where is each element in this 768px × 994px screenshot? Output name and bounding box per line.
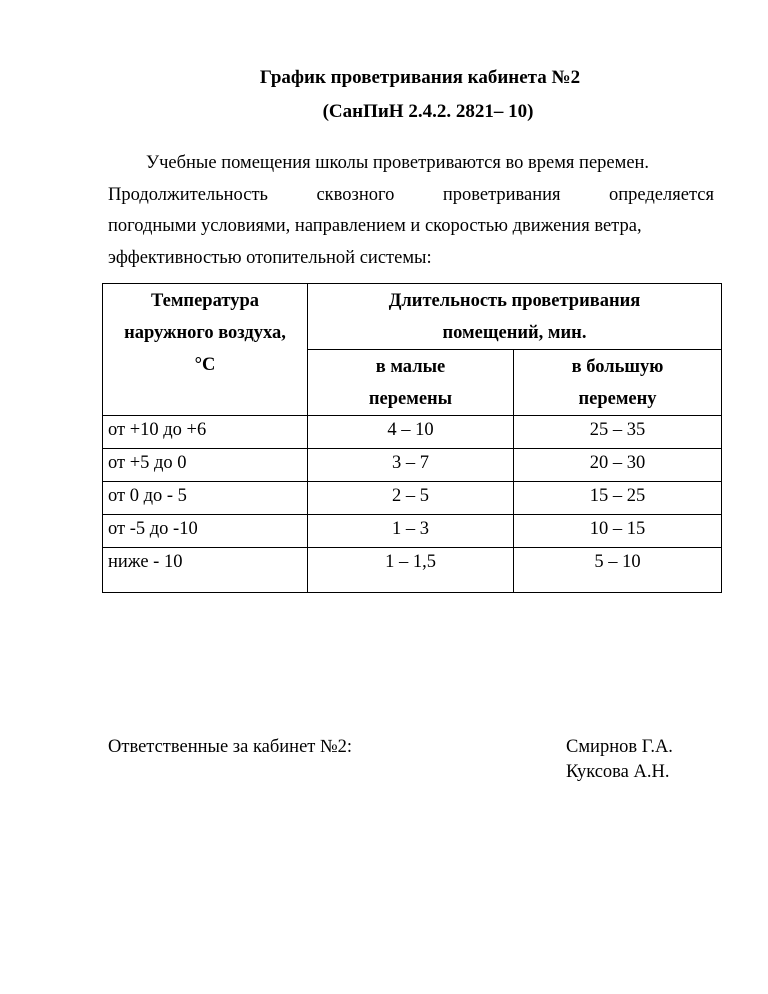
cell-small-break: 2 – 5 — [308, 482, 514, 515]
cell-small-break: 1 – 3 — [308, 515, 514, 548]
cell-temperature: ниже - 10 — [103, 548, 308, 593]
header-temperature — [103, 284, 308, 416]
paragraph-word: сквозного — [316, 184, 395, 205]
header-temperature-line: Температура — [150, 291, 259, 311]
paragraph-line — [108, 180, 714, 212]
ventilation-table — [102, 283, 722, 593]
header-duration-line: Длительность проветривания — [388, 291, 641, 311]
paragraph-line: эффективностью отопительной системы: — [108, 247, 432, 268]
header-temperature-line: наружного воздуха, — [124, 323, 286, 343]
table-row — [103, 515, 722, 548]
document-subtitle: (СанПиН 2.4.2. 2821– 10) — [322, 101, 534, 122]
paragraph-line: Учебные помещения школы проветриваются во время перемен. — [146, 153, 650, 173]
document-title: График проветривания кабинета №2 — [259, 67, 581, 88]
intro-paragraph — [108, 148, 714, 274]
cell-big-break: 20 – 30 — [514, 449, 722, 482]
paragraph-word: проветривания — [442, 184, 561, 205]
cell-small-break: 4 – 10 — [308, 416, 514, 449]
header-big-break — [514, 350, 722, 416]
header-big-line: перемену — [578, 389, 657, 409]
cell-small-break: 1 – 1,5 — [308, 548, 514, 593]
header-small-breaks — [308, 350, 514, 416]
header-temperature-unit: °С — [194, 355, 216, 375]
table-row — [103, 449, 722, 482]
table-row — [103, 548, 722, 593]
cell-temperature: от -5 до -10 — [103, 515, 308, 548]
table-row — [103, 482, 722, 515]
paragraph-line: погодными условиями, направлением и скоростью движения ветра, — [108, 216, 642, 236]
responsible-names — [566, 735, 673, 785]
header-duration — [308, 284, 722, 350]
header-small-line: в малые — [375, 357, 446, 377]
paragraph-word: определяется — [609, 184, 714, 205]
header-duration-line: помещений, мин. — [442, 323, 587, 343]
cell-big-break: 5 – 10 — [514, 548, 722, 593]
cell-big-break: 25 – 35 — [514, 416, 722, 449]
responsible-label: Ответственные за кабинет №2: — [108, 737, 353, 757]
table-row — [103, 416, 722, 449]
header-big-line: в большую — [571, 357, 664, 377]
cell-big-break: 10 – 15 — [514, 515, 722, 548]
responsible-name: Куксова А.Н. — [566, 762, 670, 782]
cell-temperature: от 0 до - 5 — [103, 482, 308, 515]
responsible-name: Смирнов Г.А. — [566, 737, 673, 757]
cell-temperature: от +10 до +6 — [103, 416, 308, 449]
cell-big-break: 15 – 25 — [514, 482, 722, 515]
cell-temperature: от +5 до 0 — [103, 449, 308, 482]
cell-small-break: 3 – 7 — [308, 449, 514, 482]
paragraph-word: Продолжительность — [108, 184, 268, 205]
header-small-line: перемены — [368, 389, 453, 409]
